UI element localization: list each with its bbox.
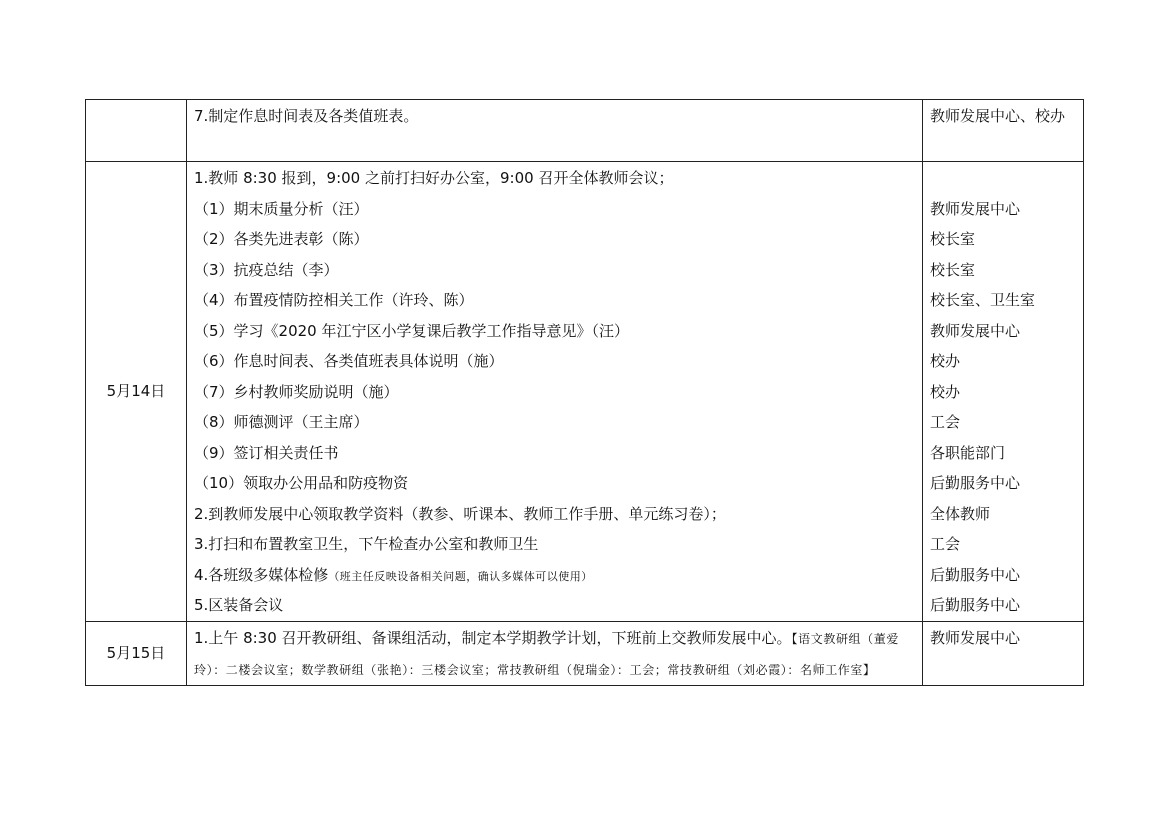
responsible-line: 校长室 (930, 260, 976, 279)
responsible-line: 后勤服务中心 (930, 596, 1021, 614)
responsible-line: 校办 (930, 382, 961, 401)
task-text: 1.上午 8:30 召开教研组、备课组活动，制定本学期教学计划，下班前上交教师发展中心。 (194, 628, 792, 647)
responsible-line: 校长室 (930, 230, 976, 248)
task-line: （3）抗疫总结（李） (194, 260, 339, 279)
task-cell (187, 100, 923, 162)
responsible-cell (923, 100, 1084, 162)
responsible-line: 全体教师 (930, 504, 991, 523)
task-line: 3.打扫和布置教室卫生，下午检查办公室和教师卫生 (194, 535, 539, 553)
date-cell (86, 621, 187, 685)
responsible-text: 教师发展中心、校办 (930, 107, 1066, 125)
responsible-line: 教师发展中心 (930, 321, 1021, 340)
responsible-line: 教师发展中心 (930, 628, 1021, 647)
responsible-line: 后勤服务中心 (930, 474, 1021, 492)
task-line: 1.教师 8:30 报到，9:00 之前打扫好办公室，9:00 召开全体教师会议； (194, 169, 674, 187)
task-cell (187, 162, 923, 622)
schedule-table (85, 99, 1084, 686)
task-line: 2.到教师发展中心领取教学资料（教参、听课本、教师工作手册、单元练习卷）； (194, 504, 726, 523)
table-row (86, 100, 1084, 162)
responsible-line: 各职能部门 (930, 443, 1006, 462)
task-line: （10）领取办公用品和防疫物资 (194, 474, 409, 492)
task-line: （5）学习《2020 年江宁区小学复课后教学工作指导意见》（汪） (194, 321, 629, 340)
date-cell (86, 162, 187, 622)
table-row (86, 162, 1084, 622)
responsible-cell (923, 162, 1084, 622)
task-text: 4.各班级多媒体检修 (194, 565, 329, 584)
task-line: （8）师德测评（王主席） (194, 413, 369, 431)
responsible-line: 校办 (930, 352, 961, 370)
task-line: （6）作息时间表、各类值班表具体说明（施） (194, 352, 504, 370)
date-cell (86, 100, 187, 162)
task-line: 5.区装备会议 (194, 596, 284, 614)
task-note: 【语文教研组（董爱玲）：二楼会议室；数学教研组（张艳）：三楼会议室；常技教研组（倪瑞金）：工会；常技教研组（刘必霞）：名师工作室】 (194, 631, 899, 677)
task-line: （1）期末质量分析（汪） (194, 199, 369, 218)
responsible-line (930, 163, 1077, 194)
date-label: 5月15日 (106, 643, 166, 662)
task-line: 7.制定作息时间表及各类值班表。 (194, 107, 419, 125)
task-note: （班主任反映设备相关问题，确认多媒体可以使用） (328, 569, 593, 583)
task-line: （2）各类先进表彰（陈） (194, 230, 369, 248)
table-row (86, 621, 1084, 685)
task-paragraph (194, 623, 916, 685)
task-line: （9）签订相关责任书 (194, 443, 339, 462)
responsible-line: 工会 (930, 413, 961, 431)
responsible-line: 工会 (930, 535, 961, 553)
task-cell (187, 621, 923, 685)
responsible-line: 校长室、卫生室 (930, 291, 1036, 309)
responsible-cell (923, 621, 1084, 685)
task-line: （7）乡村教师奖励说明（施） (194, 382, 399, 401)
responsible-line: 教师发展中心 (930, 199, 1021, 218)
date-label: 5月14日 (106, 382, 166, 400)
task-line (194, 560, 916, 591)
task-line: （4）布置疫情防控相关工作（许玲、陈） (194, 291, 474, 309)
responsible-line: 后勤服务中心 (930, 565, 1021, 584)
